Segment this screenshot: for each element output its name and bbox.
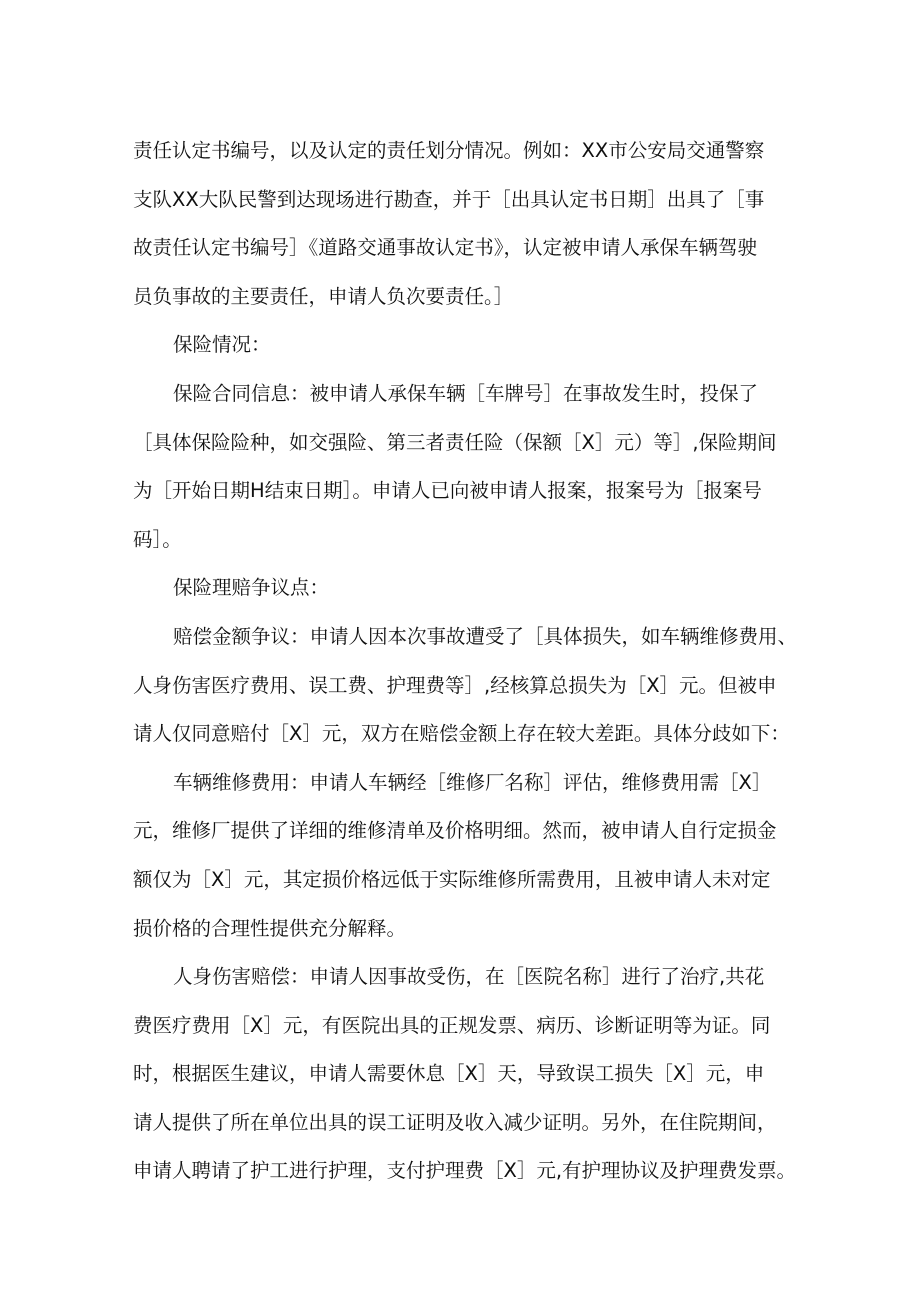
- section-heading-insurance: [133, 321, 803, 370]
- section-heading-dispute: [133, 564, 803, 613]
- heading-line: 保险理赔争议点：: [173, 576, 330, 600]
- text-line: 元，维修厂提供了详细的维修清单及价格明细。然而，被申请人自行定损金: [133, 819, 777, 843]
- text-line: 故责任认定书编号］《道路交通事故认定书》，认定被申请人承保车辆驾驶: [133, 236, 758, 260]
- heading-line: 保险情况：: [173, 333, 271, 357]
- text-line: ［具体保险险种，如交强险、第三者责任险（保额［X］元）等］,保险期间: [133, 430, 777, 454]
- text-line: 人身伤害医疗费用、误工费、护理费等］,经核算总损失为［X］元。但被申: [133, 673, 777, 697]
- text-line: 人身伤害赔偿：申请人因事故受伤，在［医院名称］进行了治疗,共花: [173, 965, 765, 989]
- text-line: 赔偿金额争议：申请人因本次事故遭受了［具体损失，如车辆维修费用、: [173, 624, 798, 648]
- text-line: 车辆维修费用：申请人车辆经［维修厂名称］评估，维修费用需［X］: [173, 770, 772, 794]
- text-line: 申请人聘请了护工进行护理，支付护理费［X］元,有护理协议及护理费发票。: [133, 1159, 797, 1183]
- text-line: 请人仅同意赔付［X］元，双方在赔偿金额上存在较大差距。具体分歧如下：: [133, 722, 790, 746]
- text-line: 责任认定书编号，以及认定的责任划分情况。例如：XX市公安局交通警察: [133, 139, 765, 162]
- document-body: [133, 127, 803, 1196]
- text-line: 支队XX大队民警到达现场进行勘查，并于［出具认定书日期］出具了［事: [133, 187, 765, 211]
- text-line: 额仅为［X］元，其定损价格远低于实际维修所需费用，且被申请人未对定: [133, 867, 771, 891]
- paragraph-responsibility-determination: [133, 127, 803, 321]
- text-line: 费医疗费用［X］元，有医院出具的正规发票、病历、诊断证明等为证。同: [133, 1013, 771, 1037]
- text-line: 保险合同信息：被申请人承保车辆［车牌号］在事故发生时，投保了: [173, 381, 759, 405]
- text-line: 损价格的合理性提供充分解释。: [133, 916, 407, 940]
- text-line: 码］。: [133, 527, 182, 551]
- paragraph-personal-injury: [133, 953, 803, 1196]
- text-line: 为［开始日期H结束日期］。申请人已向被申请人报案，报案号为［报案号: [133, 479, 762, 503]
- paragraph-compensation-dispute: [133, 613, 803, 759]
- paragraph-vehicle-repair: [133, 759, 803, 953]
- text-line: 员负事故的主要责任，申请人负次要责任。］: [133, 284, 514, 308]
- paragraph-insurance-contract: [133, 370, 803, 564]
- text-line: 请人提供了所在单位出具的误工证明及收入减少证明。另外，在住院期间，: [133, 1110, 777, 1134]
- text-line: 时，根据医生建议，申请人需要休息［X］天，导致误工损失［X］元，申: [133, 1062, 765, 1086]
